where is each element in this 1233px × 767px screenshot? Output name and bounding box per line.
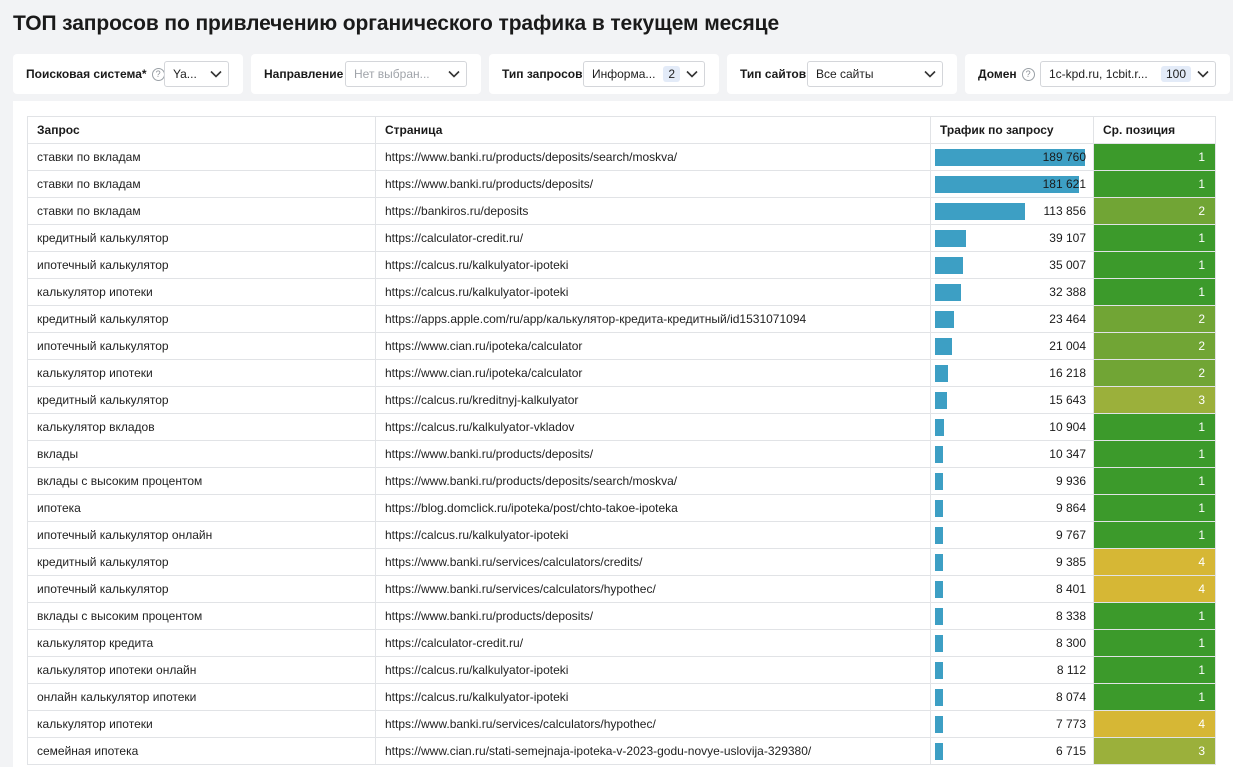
traffic-bar xyxy=(935,689,943,706)
results-panel xyxy=(13,101,1233,767)
cell-query: онлайн калькулятор ипотеки xyxy=(28,684,376,711)
cell-page-url[interactable]: https://www.banki.ru/services/calculators/credits/ xyxy=(376,549,931,576)
filter-search-engine xyxy=(13,54,243,94)
cell-page-url[interactable]: https://www.cian.ru/stati-semejnaja-ipoteka-v-2023-godu-novye-uslovija-329380/ xyxy=(376,738,931,765)
filter-label-site-type: Тип сайтов xyxy=(740,67,807,81)
cell-traffic xyxy=(931,333,1094,360)
cell-page-url[interactable]: https://calcus.ru/kalkulyator-vkladov xyxy=(376,414,931,441)
cell-page-url[interactable]: https://calcus.ru/kalkulyator-ipoteki xyxy=(376,522,931,549)
cell-traffic xyxy=(931,279,1094,306)
traffic-bar xyxy=(935,500,943,517)
search-engine-value: Ya... xyxy=(173,67,197,81)
traffic-value: 189 760 xyxy=(1042,150,1086,164)
cell-avg-position: 1 xyxy=(1094,171,1216,198)
traffic-value: 113 856 xyxy=(1043,204,1086,218)
cell-avg-position: 3 xyxy=(1094,387,1216,414)
traffic-bar xyxy=(935,419,944,436)
table-row[interactable] xyxy=(28,333,1216,360)
traffic-value: 8 300 xyxy=(1055,636,1086,650)
chevron-down-icon xyxy=(442,62,466,86)
traffic-value: 9 864 xyxy=(1055,501,1086,515)
traffic-value: 6 715 xyxy=(1055,744,1086,758)
cell-query: ставки по вкладам xyxy=(28,171,376,198)
cell-page-url[interactable]: https://calcus.ru/kalkulyator-ipoteki xyxy=(376,684,931,711)
traffic-bar xyxy=(935,338,952,355)
cell-query: ипотечный калькулятор онлайн xyxy=(28,522,376,549)
cell-page-url[interactable]: https://www.banki.ru/products/deposits/ xyxy=(376,441,931,468)
table-row[interactable] xyxy=(28,657,1216,684)
column-header-avg-position[interactable]: Ср. позиция xyxy=(1094,117,1216,144)
cell-page-url[interactable]: https://calcus.ru/kalkulyator-ipoteki xyxy=(376,252,931,279)
cell-query: ипотека xyxy=(28,495,376,522)
traffic-bar xyxy=(935,662,943,679)
results-table xyxy=(27,116,1216,765)
cell-avg-position: 4 xyxy=(1094,711,1216,738)
cell-avg-position: 1 xyxy=(1094,468,1216,495)
traffic-value: 39 107 xyxy=(1049,231,1086,245)
domain-value: 1c-kpd.ru, 1cbit.r... xyxy=(1049,67,1148,81)
cell-query: ипотечный калькулятор xyxy=(28,576,376,603)
cell-page-url[interactable]: https://calculator-credit.ru/ xyxy=(376,225,931,252)
table-row[interactable] xyxy=(28,171,1216,198)
cell-traffic xyxy=(931,495,1094,522)
cell-avg-position: 1 xyxy=(1094,603,1216,630)
cell-traffic xyxy=(931,198,1094,225)
traffic-value: 7 773 xyxy=(1055,717,1086,731)
cell-query: ставки по вкладам xyxy=(28,198,376,225)
table-header-row xyxy=(28,117,1216,144)
traffic-value: 8 401 xyxy=(1055,582,1086,596)
filter-label-domain: Домен xyxy=(978,67,1017,81)
column-header-page[interactable]: Страница xyxy=(376,117,931,144)
site-type-select[interactable] xyxy=(807,61,943,87)
cell-query: ипотечный калькулятор xyxy=(28,333,376,360)
cell-avg-position: 1 xyxy=(1094,495,1216,522)
table-row[interactable] xyxy=(28,684,1216,711)
question-circle-icon[interactable]: ? xyxy=(1022,68,1035,81)
cell-traffic xyxy=(931,441,1094,468)
traffic-value: 9 385 xyxy=(1055,555,1086,569)
domain-select[interactable] xyxy=(1040,61,1216,87)
cell-avg-position: 1 xyxy=(1094,414,1216,441)
page-title: ТОП запросов по привлечению органического трафика в текущем месяце xyxy=(13,12,780,35)
cell-query: кредитный калькулятор xyxy=(28,306,376,333)
traffic-value: 15 643 xyxy=(1049,393,1086,407)
cell-page-url[interactable]: https://bankiros.ru/deposits xyxy=(376,198,931,225)
cell-avg-position: 1 xyxy=(1094,252,1216,279)
cell-query: калькулятор ипотеки xyxy=(28,711,376,738)
table-row[interactable] xyxy=(28,387,1216,414)
table-row[interactable] xyxy=(28,549,1216,576)
table-row[interactable] xyxy=(28,144,1216,171)
cell-page-url[interactable]: https://calcus.ru/kalkulyator-ipoteki xyxy=(376,279,931,306)
traffic-bar xyxy=(935,311,954,328)
cell-avg-position: 2 xyxy=(1094,306,1216,333)
domain-count-badge: 100 xyxy=(1161,66,1191,82)
traffic-value: 16 218 xyxy=(1049,366,1086,380)
cell-traffic xyxy=(931,711,1094,738)
table-row[interactable] xyxy=(28,252,1216,279)
cell-page-url[interactable]: https://www.banki.ru/services/calculators/hypothec/ xyxy=(376,576,931,603)
search-engine-select[interactable] xyxy=(164,61,229,87)
cell-traffic xyxy=(931,360,1094,387)
question-circle-icon[interactable]: ? xyxy=(152,68,165,81)
traffic-value: 8 338 xyxy=(1055,609,1086,623)
direction-placeholder: Нет выбран... xyxy=(354,67,430,81)
traffic-bar xyxy=(935,446,943,463)
cell-page-url[interactable]: https://www.banki.ru/products/deposits/search/moskva/ xyxy=(376,144,931,171)
traffic-value: 8 074 xyxy=(1055,690,1086,704)
cell-query: кредитный калькулятор xyxy=(28,387,376,414)
cell-query: кредитный калькулятор xyxy=(28,549,376,576)
traffic-bar xyxy=(935,257,963,274)
cell-traffic xyxy=(931,630,1094,657)
cell-traffic xyxy=(931,387,1094,414)
cell-query: кредитный калькулятор xyxy=(28,225,376,252)
query-type-count-badge: 2 xyxy=(663,66,680,82)
cell-page-url[interactable]: https://www.cian.ru/ipoteka/calculator xyxy=(376,360,931,387)
cell-traffic xyxy=(931,171,1094,198)
cell-query: калькулятор ипотеки xyxy=(28,360,376,387)
cell-page-url[interactable]: https://www.banki.ru/products/deposits/search/moskva/ xyxy=(376,468,931,495)
query-type-value: Информа... xyxy=(592,67,656,81)
cell-page-url[interactable]: https://www.banki.ru/services/calculators/hypothec/ xyxy=(376,711,931,738)
cell-traffic xyxy=(931,522,1094,549)
cell-query: семейная ипотека xyxy=(28,738,376,765)
cell-page-url[interactable]: https://calculator-credit.ru/ xyxy=(376,630,931,657)
traffic-value: 181 621 xyxy=(1042,177,1086,191)
traffic-value: 9 936 xyxy=(1055,474,1086,488)
table-row[interactable] xyxy=(28,279,1216,306)
filter-direction xyxy=(251,54,481,94)
filter-label-search-engine: Поисковая система* xyxy=(26,67,147,81)
traffic-value: 8 112 xyxy=(1056,663,1086,677)
cell-traffic xyxy=(931,468,1094,495)
cell-query: вклады с высоким процентом xyxy=(28,603,376,630)
cell-page-url[interactable]: https://calcus.ru/kreditnyj-kalkulyator xyxy=(376,387,931,414)
traffic-bar xyxy=(935,392,947,409)
traffic-bar xyxy=(935,554,943,571)
traffic-value: 10 347 xyxy=(1049,447,1086,461)
cell-traffic xyxy=(931,657,1094,684)
table-row[interactable] xyxy=(28,711,1216,738)
filter-label-query-type: Тип запросов xyxy=(502,67,583,81)
cell-page-url[interactable]: https://www.banki.ru/products/deposits/ xyxy=(376,171,931,198)
cell-avg-position: 4 xyxy=(1094,576,1216,603)
cell-traffic xyxy=(931,144,1094,171)
cell-traffic xyxy=(931,549,1094,576)
cell-query: калькулятор вкладов xyxy=(28,414,376,441)
traffic-bar xyxy=(935,635,943,652)
chevron-down-icon xyxy=(918,62,942,86)
filter-query-type xyxy=(489,54,719,94)
cell-traffic xyxy=(931,738,1094,765)
table-row[interactable] xyxy=(28,225,1216,252)
traffic-bar xyxy=(935,527,943,544)
cell-traffic xyxy=(931,252,1094,279)
cell-avg-position: 2 xyxy=(1094,333,1216,360)
traffic-value: 9 767 xyxy=(1055,528,1086,542)
traffic-bar xyxy=(935,716,943,733)
direction-select[interactable] xyxy=(345,61,467,87)
cell-traffic xyxy=(931,306,1094,333)
cell-query: калькулятор кредита xyxy=(28,630,376,657)
cell-avg-position: 1 xyxy=(1094,441,1216,468)
cell-avg-position: 1 xyxy=(1094,225,1216,252)
cell-avg-position: 1 xyxy=(1094,144,1216,171)
filter-label-direction: Направление xyxy=(264,67,344,81)
traffic-bar xyxy=(935,203,1025,220)
cell-query: калькулятор ипотеки xyxy=(28,279,376,306)
cell-avg-position: 1 xyxy=(1094,630,1216,657)
traffic-value: 21 004 xyxy=(1049,339,1086,353)
table-row[interactable] xyxy=(28,630,1216,657)
table-row[interactable] xyxy=(28,738,1216,765)
column-header-traffic[interactable]: Трафик по запросу xyxy=(931,117,1094,144)
cell-query: вклады с высоким процентом xyxy=(28,468,376,495)
filter-domain xyxy=(965,54,1230,94)
cell-query: калькулятор ипотеки онлайн xyxy=(28,657,376,684)
cell-traffic xyxy=(931,603,1094,630)
cell-page-url[interactable]: https://blog.domclick.ru/ipoteka/post/chto-takoe-ipoteka xyxy=(376,495,931,522)
traffic-bar xyxy=(935,473,943,490)
table-row[interactable] xyxy=(28,603,1216,630)
cell-avg-position: 2 xyxy=(1094,198,1216,225)
table-row[interactable] xyxy=(28,306,1216,333)
table-row[interactable] xyxy=(28,468,1216,495)
filter-site-type xyxy=(727,54,957,94)
traffic-bar xyxy=(935,581,943,598)
site-type-value: Все сайты xyxy=(816,67,874,81)
cell-traffic xyxy=(931,414,1094,441)
traffic-bar xyxy=(935,365,948,382)
column-header-query[interactable]: Запрос xyxy=(28,117,376,144)
cell-page-url[interactable]: https://www.banki.ru/products/deposits/ xyxy=(376,603,931,630)
traffic-value: 23 464 xyxy=(1049,312,1086,326)
cell-page-url[interactable]: https://www.cian.ru/ipoteka/calculator xyxy=(376,333,931,360)
chevron-down-icon xyxy=(680,62,704,86)
cell-query: ипотечный калькулятор xyxy=(28,252,376,279)
chevron-down-icon xyxy=(1191,62,1215,86)
traffic-bar xyxy=(935,230,966,247)
chevron-down-icon xyxy=(204,62,228,86)
table-row[interactable] xyxy=(28,522,1216,549)
traffic-bar xyxy=(935,284,961,301)
table-row[interactable] xyxy=(28,360,1216,387)
cell-avg-position: 1 xyxy=(1094,657,1216,684)
cell-avg-position: 1 xyxy=(1094,279,1216,306)
traffic-value: 10 904 xyxy=(1049,420,1086,434)
traffic-bar xyxy=(935,608,943,625)
table-row[interactable] xyxy=(28,198,1216,225)
cell-avg-position: 3 xyxy=(1094,738,1216,765)
cell-avg-position: 1 xyxy=(1094,522,1216,549)
table-row[interactable] xyxy=(28,495,1216,522)
traffic-value: 35 007 xyxy=(1049,258,1086,272)
cell-avg-position: 1 xyxy=(1094,684,1216,711)
table-row[interactable] xyxy=(28,576,1216,603)
cell-traffic xyxy=(931,225,1094,252)
cell-query: ставки по вкладам xyxy=(28,144,376,171)
traffic-bar xyxy=(935,743,943,760)
table-row[interactable] xyxy=(28,414,1216,441)
cell-traffic xyxy=(931,576,1094,603)
cell-page-url[interactable]: https://apps.apple.com/ru/app/калькулятор-кредита-кредитный/id1531071094 xyxy=(376,306,931,333)
query-type-select[interactable] xyxy=(583,61,705,87)
traffic-value: 32 388 xyxy=(1049,285,1086,299)
cell-page-url[interactable]: https://calcus.ru/kalkulyator-ipoteki xyxy=(376,657,931,684)
cell-avg-position: 2 xyxy=(1094,360,1216,387)
cell-avg-position: 4 xyxy=(1094,549,1216,576)
cell-query: вклады xyxy=(28,441,376,468)
table-row[interactable] xyxy=(28,441,1216,468)
cell-traffic xyxy=(931,684,1094,711)
